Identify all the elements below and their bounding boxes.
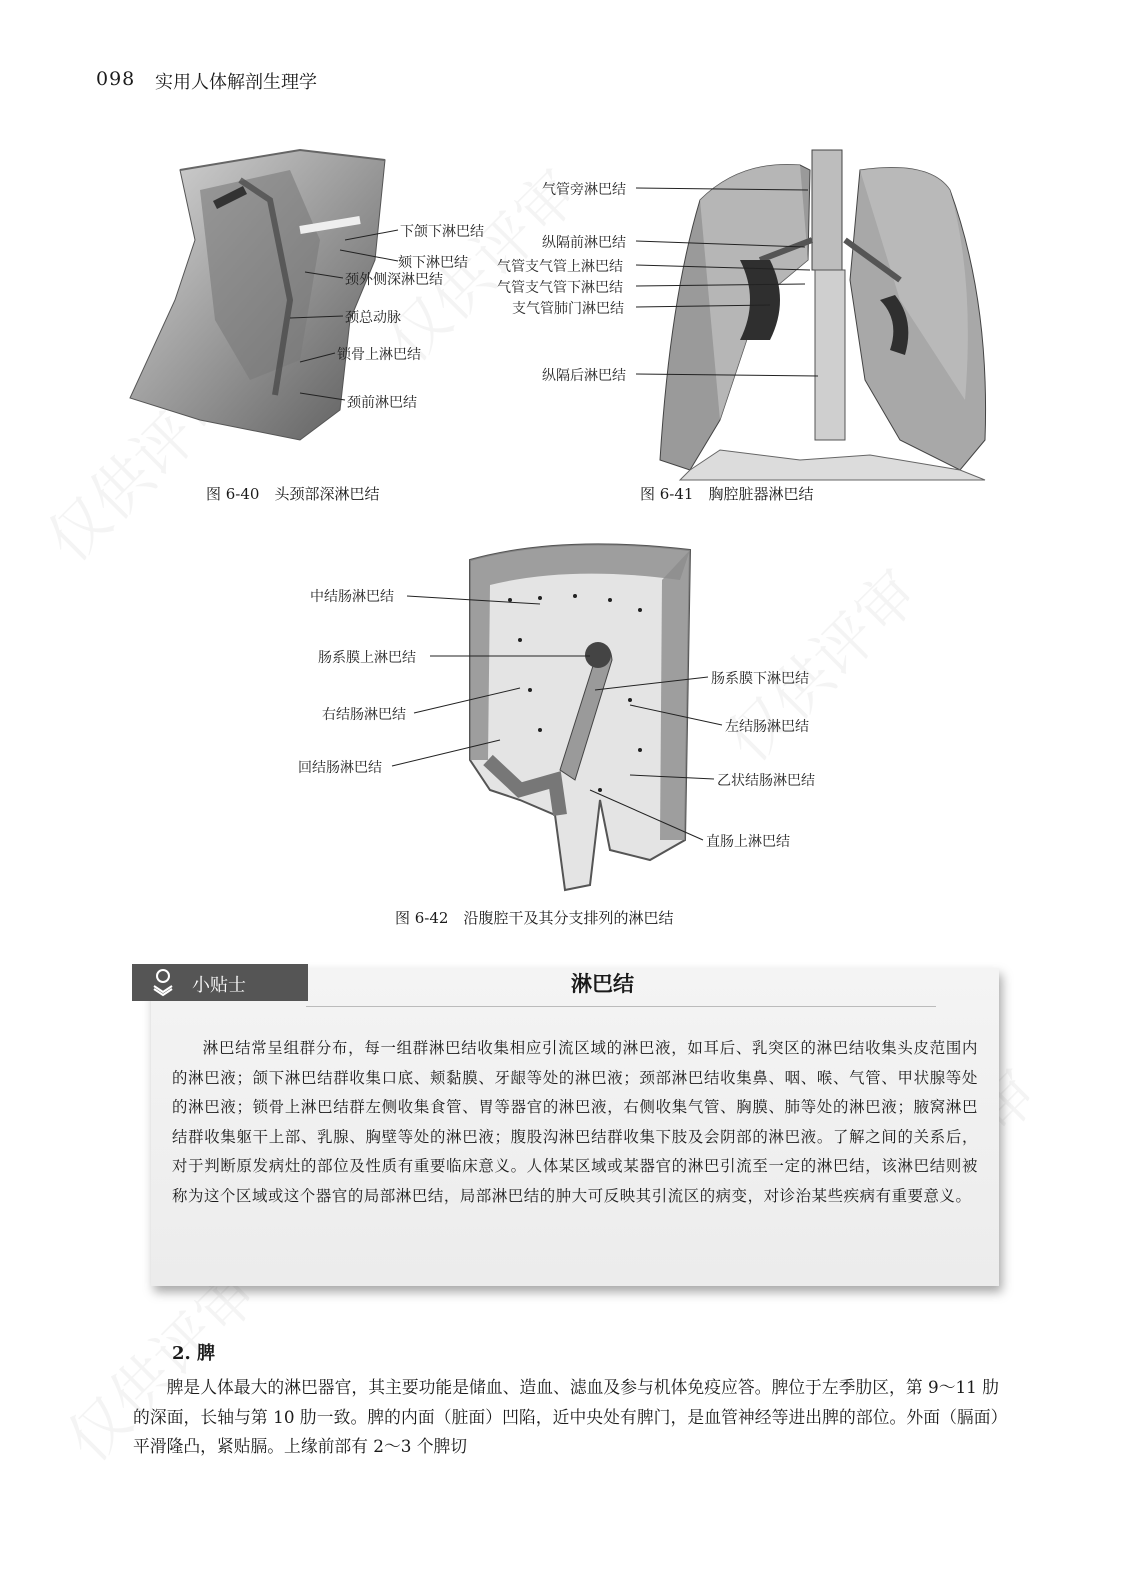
figure-label: 支气管肺门淋巴结 [512,301,624,317]
figure-label: 乙状结肠淋巴结 [717,773,815,789]
figure-label: 中结肠淋巴结 [310,589,394,605]
figure-caption: 图 6-40 头颈部深淋巴结 [206,485,380,503]
figure-label: 气管支气管下淋巴结 [497,280,623,296]
figure-label: 肠系膜上淋巴结 [318,650,416,666]
tip-body [172,1034,978,1212]
tip-title: 淋巴结 [571,972,634,996]
figure-label: 颈前淋巴结 [347,395,417,411]
figure-label: 气管支气管上淋巴结 [497,259,623,275]
body-text [133,1373,999,1462]
figure-caption: 图 6-42 沿腹腔干及其分支排列的淋巴结 [395,909,674,927]
figure-label: 纵隔前淋巴结 [542,235,626,251]
body-paragraph: 脾是人体最大的淋巴器官，其主要功能是储血、造血、滤血及参与机体免疫应答。脾位于左季肋区，第 9～11 肋的深面，长轴与第 10 肋一致。脾的内面（脏面）凹陷，近中央处有脾门，是血管神经等进出脾的部位。外面（膈面）平滑隆凸，紧贴膈。上缘前部有 2～3 个脾切 [133,1377,999,1456]
tip-paragraph: 淋巴结常呈组群分布，每一组群淋巴结收集相应引流区域的淋巴液，如耳后、乳突区的淋巴结收集头皮范围内的淋巴液；颌下淋巴结群收集口底、颊黏膜、牙龈等处的淋巴液；颈部淋巴结收集鼻、咽、喉、气管、甲状腺等处的淋巴液；锁骨上淋巴结群左侧收集食管、胃等器官的淋巴液，右侧收集气管、胸膜、肺等处的淋巴液；腋窝淋巴结群收集躯干上部、乳腺、胸壁等处的淋巴液；腹股沟淋巴结群收集下肢及会阴部的淋巴液。了解之间的关系后，对于判断原发病灶的部位及性质有重要临床意义。人体某区域或某器官的淋巴引流至一定的淋巴结，该淋巴结则被称为这个区域或这个器官的局部淋巴结，局部淋巴结的肿大可反映其引流区的病变，对诊治某些疾病有重要意义。 [172,1039,978,1205]
section-heading: 2. 脾 [172,1343,216,1364]
figure-label: 回结肠淋巴结 [298,760,382,776]
figure-label: 颈外侧深淋巴结 [345,272,443,288]
figure-label: 颏下淋巴结 [398,255,468,271]
figure-label: 左结肠淋巴结 [725,719,809,735]
tip-tab [132,964,308,1001]
page-number: 098 [96,68,136,90]
figure-label: 纵隔后淋巴结 [542,368,626,384]
figure-label: 右结肠淋巴结 [322,707,406,723]
figure-label: 下颌下淋巴结 [400,224,484,240]
figure-label: 直肠上淋巴结 [706,834,790,850]
figure-label: 颈总动脉 [345,310,401,326]
reader-icon [148,967,178,997]
figure-label: 肠系膜下淋巴结 [711,671,809,687]
book-title: 实用人体解剖生理学 [155,72,317,93]
figure-caption: 图 6-41 胸腔脏器淋巴结 [640,485,814,503]
divider [306,1006,936,1007]
tip-tab-label: 小贴士 [192,975,246,996]
figure-label: 气管旁淋巴结 [542,182,626,198]
figure-label: 锁骨上淋巴结 [337,347,421,363]
